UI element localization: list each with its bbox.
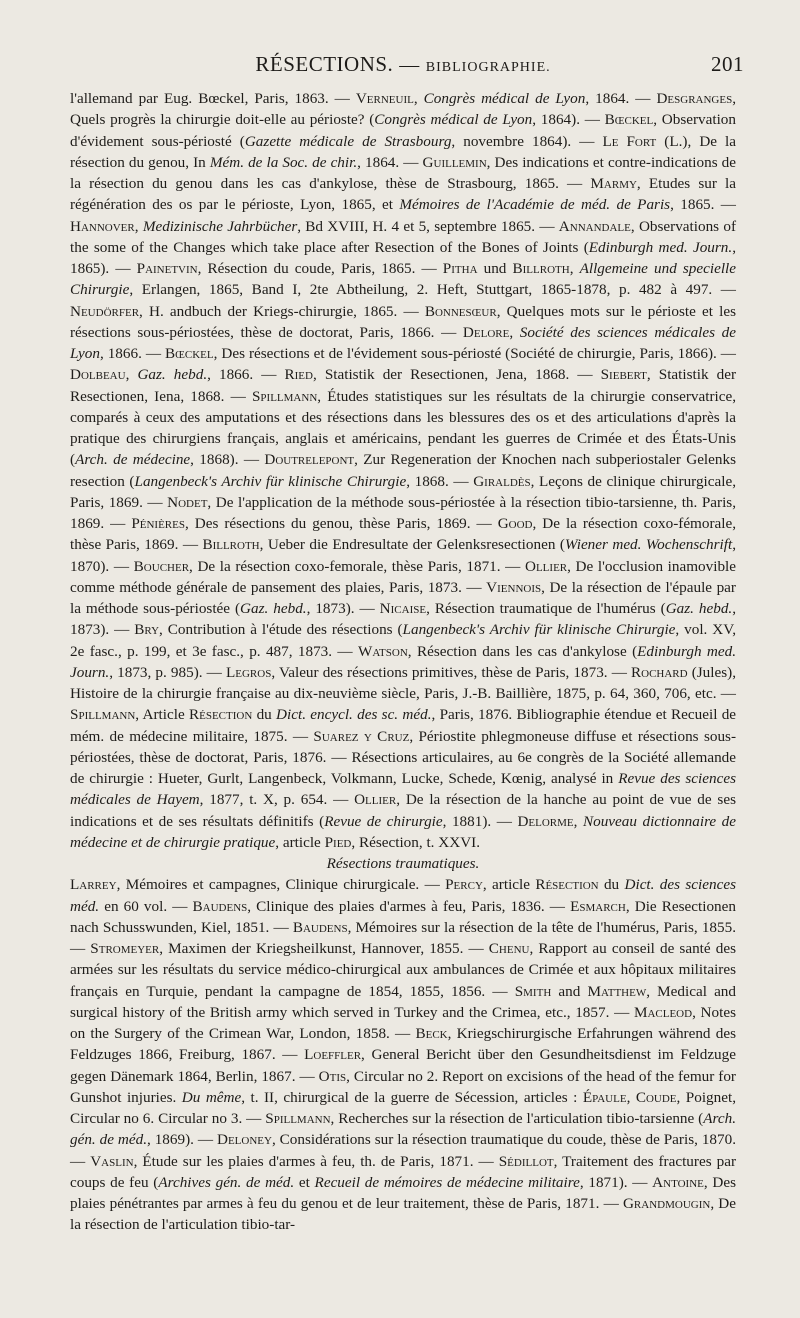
publication-title: Wiener med. Wochenschrift	[564, 536, 733, 554]
author-name: Delore	[462, 323, 510, 341]
author-name: Hannover	[70, 217, 135, 235]
author-name: Deloney	[216, 1131, 272, 1149]
publication-title: Dict. encycl. des sc. méd.	[276, 706, 432, 724]
publication-title: Allgemeine und specielle Chirurgie	[70, 260, 737, 299]
publication-title: Archives gén. de méd.	[158, 1173, 295, 1191]
bibliography-body	[70, 88, 736, 1236]
citation-text: , 1870). —	[70, 536, 737, 575]
citation-text: , Mémoires et campagnes, Clinique chirurgicale. —	[116, 876, 446, 894]
citation-text: , t. II, chirurgical de la guerre de Sécession, articles :	[241, 1088, 583, 1106]
author-name: Beck	[415, 1025, 448, 1042]
citation-text: , 1865). —	[70, 238, 736, 277]
citation-text: , Résection traumatique de l'humérus (	[426, 600, 666, 617]
publication-title: Revue de chirurgie	[324, 812, 443, 830]
author-name: Épaule	[582, 1088, 627, 1106]
citation-text: , 1866. —	[99, 345, 165, 362]
author-name: Matthew	[587, 982, 647, 1000]
citation-text: and	[551, 982, 588, 1000]
publication-title: Dict. des sciences méd.	[70, 876, 736, 915]
citation-text: , H. andbuch der Kriegs-chirurgie, 1865. —	[139, 302, 425, 320]
citation-text: ,	[569, 260, 580, 277]
author-name: Spillmann	[251, 387, 318, 405]
citation-text: , 1864). —	[532, 111, 605, 129]
running-head-title: RÉSECTIONS.	[255, 52, 394, 76]
author-name: Pénières	[131, 515, 185, 532]
publication-title: Arch. de médecine	[75, 451, 191, 469]
publication-title: Gazette médicale de Strasbourg	[244, 132, 452, 150]
citation-text: l'allemand par Eug. Bœckel, Paris, 1863. —	[70, 90, 356, 107]
publication-title: Langenbeck's Archiv für klinische Chirurgie	[134, 472, 407, 490]
citation-text: , Des plaies pénétrantes par armes à feu du genou et de leur traitement, thèse de Paris, 1871. —	[70, 1173, 736, 1212]
citation-text: , De la résection de l'épaule par la méthode sous-périostée (	[70, 578, 736, 617]
citation-text: , De la résection coxo-femorale, thèse Paris, 1871. —	[189, 557, 525, 575]
citation-text: , De la résection coxo-fémorale, thèse Paris, 1869. —	[70, 515, 737, 554]
author-name: Le Fort	[602, 132, 657, 150]
author-name: Verneuil	[355, 90, 414, 107]
citation-text: , novembre 1864). —	[451, 132, 603, 150]
author-name: Doutrelepont	[264, 451, 355, 469]
citation-text: , 1877, t. X, p. 654. —	[199, 791, 355, 809]
citation-text: , Périostite phlegmoneuse diffuse et résections sous-périostées, thèse de doctorat, Paris, 1876. — Résections articulaires, au 6e congrès de la Société allemande de chirurgie : Hueter, Gurlt, Langenbeck, Volkmann, Lucke, Schede, Kœnig, analysé in	[70, 727, 737, 787]
citation-text: , Etudes sur la régénération des os par le périoste, Lyon, 1865, et	[70, 175, 737, 214]
citation-text: , Article	[135, 706, 189, 724]
publication-title: Edinburgh med. Journ.	[70, 642, 737, 681]
author-name: Esmarch	[570, 897, 626, 915]
author-name: Larrey	[70, 876, 117, 894]
citation-text: , Étude sur les plaies d'armes à feu, th. de Paris, 1871. —	[133, 1152, 499, 1170]
author-name: Smith	[514, 982, 552, 1000]
author-name: Percy	[445, 876, 483, 894]
citation-text: , 1873). —	[70, 600, 737, 639]
author-name: Baudens	[192, 897, 248, 915]
citation-text: , 1868. —	[406, 472, 474, 490]
author-name: Vaslin	[90, 1152, 134, 1170]
publication-title: Arch. gén. de méd.	[70, 1110, 736, 1149]
citation-text: , General Bericht über den Gesundheitsdienst im Feldzuge gegen Dänemark 1864, Berlin, 1867. —	[70, 1046, 736, 1085]
citation-text: , Circular no 2. Report on excisions of the head of the femur for Gunshot injuries.	[70, 1067, 736, 1106]
author-name: Antoine	[652, 1173, 704, 1191]
author-name: Baudens	[292, 918, 348, 936]
citation-text: ,	[626, 1088, 636, 1106]
citation-text: , Clinique des plaies d'armes à feu, Paris, 1836. —	[247, 897, 571, 915]
author-name: Rochard	[631, 663, 688, 681]
citation-text: (L.), De la résection du genou, In	[70, 132, 737, 171]
citation-text: , Maximen der Kriegsheilkunst, Hannover, 1855. —	[159, 940, 489, 957]
running-head-separator: —	[399, 54, 420, 76]
citation-text: , 1866. —	[207, 366, 285, 384]
citation-text: , Bd XVIII, H. 4 et 5, septembre 1865. —	[297, 217, 559, 235]
publication-title: Langenbeck's Archiv für klinische Chirurgie	[402, 621, 676, 639]
citation-text: , 1869). —	[147, 1131, 217, 1149]
author-name: Boucher	[133, 557, 190, 575]
author-name: Bonnesœur	[424, 302, 497, 320]
citation-text: , Considérations sur la résection traumatique du coude, thèse de Paris, 1870. —	[70, 1131, 736, 1170]
author-name: Desgranges	[656, 90, 733, 107]
citation-text: , Traitement des fractures par coups de feu (	[70, 1152, 737, 1191]
author-name: Siebert	[600, 366, 647, 384]
citation-text: , De la résection de l'articulation tibio-tar-	[70, 1195, 736, 1234]
subheading-traumatic-resections: Résections traumatiques.	[326, 855, 480, 872]
author-name: Nicaise	[379, 600, 427, 617]
citation-text: , Observations of the some of the Changes which take place after Resection of the Bones of Joints (	[70, 217, 736, 256]
citation-text: , Zur Regeneration der Knochen nach subperiostaler Gelenks resection (	[70, 451, 736, 490]
publication-title: Du même	[181, 1088, 242, 1106]
author-name: Suarez y Cruz	[313, 727, 410, 745]
author-name: Viennois	[486, 578, 542, 596]
author-name: Bœckel	[164, 345, 214, 362]
publication-title: Mémoires de l'Académie de méd. de Paris	[399, 196, 671, 214]
citation-text: , 1873, p. 985). —	[109, 663, 226, 681]
citation-text: , Erlangen, 1865, Band I, 2te Abtheilung, 2. Heft, Stuttgart, 1865-1878, p. 482 à 497. —	[129, 281, 736, 299]
citation-text: , 1871). —	[579, 1173, 653, 1191]
citation-text: , Rapport au conseil de santé des armées sur les résultats du service médico-chirurgical aux ambulances de Crimée et aux hôpitaux militaires français en Turquie, pendant la campagne de 1854, 1855, 1856. —	[70, 940, 736, 1000]
author-name: Billroth	[202, 536, 260, 554]
author-name: Grandmougin	[622, 1195, 711, 1212]
citation-text: , De l'application de la méthode sous-périostée à la résection tibio-tarsienne, th. Paris, 1869. —	[70, 493, 737, 532]
citation-text: , article	[275, 833, 325, 851]
publication-title: Gaz. hebd.	[137, 366, 208, 384]
citation-text: , Poignet, Circular no 6. Circular no 3. —	[70, 1088, 737, 1127]
citation-text: et	[294, 1173, 315, 1191]
publication-title: Société des sciences médicales de Lyon	[70, 323, 737, 362]
citation-text: , 1881). —	[442, 812, 518, 830]
citation-text: ,	[413, 90, 424, 107]
publication-title: Edinburgh med. Journ.	[588, 238, 733, 256]
publication-title: Mém. de la Soc. de chir.	[209, 153, 358, 171]
publication-title: Revue des sciences médicales de Hayem	[70, 770, 736, 809]
citation-text: , Recherches sur la résection de l'articulation tibio-tarsienne (	[330, 1110, 704, 1127]
citation-text: , Notes on the Surgery of the Crimean War, London, 1858. —	[70, 1003, 736, 1042]
citation-text: , Kriegschirurgische Erfahrungen während des Feldzuges 1866, Freiburg, 1867. —	[70, 1025, 736, 1064]
author-name: Dolbeau	[70, 366, 126, 384]
publication-title: Congrès médical de Lyon	[423, 90, 586, 107]
running-head	[70, 52, 744, 88]
author-name: Annandale	[558, 217, 631, 235]
citation-text: , Valeur des résections primitives, thèse de Paris, 1873. —	[271, 663, 631, 681]
citation-text: ,	[134, 217, 143, 235]
bibliography-paragraph-traumatic	[70, 874, 736, 1235]
citation-text: , Statistik der Resectionen, Iena, 1868. —	[70, 366, 737, 405]
citation-text: , Leçons de clinique chirurgicale, Paris, 1869. —	[70, 472, 737, 511]
citation-text: ,	[509, 323, 520, 341]
citation-text: , 1873). —	[306, 600, 380, 617]
author-name: Marmy	[590, 175, 637, 192]
author-name: Ollier	[354, 791, 397, 809]
author-name: Watson	[358, 642, 408, 660]
author-name: Coude	[635, 1088, 677, 1106]
citation-text: , Résection dans les cas d'ankylose (	[407, 642, 638, 660]
citation-text: , Des résections du genou, thèse Paris, 1869. —	[184, 515, 498, 532]
author-name: Guillemin	[422, 153, 487, 171]
citation-text: , Contribution à l'étude des résections (	[159, 621, 403, 639]
author-name: Bœckel	[604, 111, 654, 129]
citation-text: , 1865. —	[670, 196, 736, 214]
author-name: Sédillot	[498, 1152, 554, 1170]
running-head-section: BIBLIOGRAPHIE.	[425, 60, 551, 75]
citation-text: , 1864. —	[357, 153, 423, 171]
citation-text: , Mémoires sur la résection de la tête de l'humérus, Paris, 1855. —	[70, 918, 736, 957]
author-name: Macleod	[633, 1003, 693, 1021]
citation-text: ,	[125, 366, 138, 384]
citation-text: , Observation d'évidement sous-périosté (	[70, 111, 736, 150]
author-name: Delorme	[517, 812, 574, 830]
author-name: Pied	[324, 833, 352, 851]
citation-text: , Die Resectionen nach Schusswunden, Kiel, 1851. —	[70, 897, 736, 936]
citation-text: , Des indications et contre-indications de la résection du genou dans les cas d'ankylose, thèse de Strasbourg, 1865. —	[70, 153, 737, 192]
author-name: Good	[497, 515, 533, 532]
citation-text: , 1868). —	[190, 451, 265, 469]
publication-title: Recueil de mémoires de médecine militaire	[314, 1173, 580, 1191]
publication-title: Gaz. hebd.	[665, 600, 733, 617]
author-name: Nodet	[167, 493, 208, 511]
citation-text: du	[598, 876, 625, 894]
citation-text: , Medical and surgical history of the British army which served in Turkey and the Crimea, etc., 1857. —	[70, 982, 736, 1021]
citation-text: , Des résections et de l'évidement sous-périosté (Société de chirurgie, Paris, 1866). —	[213, 345, 736, 362]
citation-text: , vol. XV, 2e fasc., p. 199, et 3e fasc., p. 487, 1873. —	[70, 621, 737, 660]
author-name: Painetvin	[136, 260, 198, 277]
author-name: Neudörfer	[70, 302, 140, 320]
citation-text: und	[477, 260, 513, 277]
author-name: Legros	[225, 663, 272, 681]
publication-title: Congrès médical de Lyon	[374, 111, 533, 129]
author-name: Résection	[188, 706, 253, 724]
author-name: Ollier	[525, 557, 568, 575]
author-name: Résection	[535, 876, 599, 894]
author-name: Billroth	[512, 260, 570, 277]
author-name: Ried	[284, 366, 313, 384]
author-name: Pitha	[442, 260, 478, 277]
citation-text: , Statistik der Resectionen, Jena, 1868. —	[312, 366, 601, 384]
citation-text: , Quelques mots sur le périoste et les résections sous-périostées, thèse de doctorat, Paris, 1866. —	[70, 302, 736, 341]
author-name: Spillmann	[70, 706, 136, 724]
bibliography-paragraph-general	[70, 88, 736, 853]
publication-title: Gaz. hebd.	[240, 600, 307, 617]
author-name: Bry	[134, 621, 160, 639]
citation-text: , Résection, t. XXVI.	[351, 833, 481, 851]
citation-text: , Paris, 1876. Bibliographie étendue et Recueil de mém. de médecine militaire, 1875. —	[70, 706, 737, 745]
citation-text: (Jules), Histoire de la chirurgie française au dix-neuvième siècle, Paris, J.-B. Baillière, 1875, p. 64, 360, 706, etc. —	[70, 663, 736, 702]
publication-title: Medizinische Jahrbücher	[142, 217, 298, 235]
citation-text: , De la résection de la hanche au point de vue de ses indications et de ses résultats définitifs (	[70, 791, 736, 830]
author-name: Otis	[318, 1067, 347, 1085]
citation-text: , Études statistiques sur les résultats de la chirurgie conservatrice, comparés à ceux des amputations et des résections dans les blessures des os et des articulations d'après la pratique des chirurgiens français, anglais et américains, pendant les guerres de Crimée et des États-Unis (	[70, 387, 737, 469]
citation-text: , De l'occlusion inamovible comme méthode générale de pansement des plaies, Paris, 1873. —	[70, 557, 737, 596]
author-name: Loeffler	[304, 1046, 362, 1064]
citation-text: , Quels progrès la chirurgie doit-elle au périoste? (	[70, 90, 737, 129]
author-name: Stromeyer	[90, 940, 160, 957]
citation-text: , Ueber die Endresultate der Gelenksresectionen (	[259, 536, 565, 554]
author-name: Giraldès	[473, 472, 531, 490]
author-name: Chenu	[488, 940, 530, 957]
citation-text: en 60 vol. —	[99, 897, 193, 915]
page-number: 201	[711, 52, 744, 76]
citation-text: du	[252, 706, 277, 724]
citation-text: , 1864. —	[585, 90, 657, 107]
author-name: Spillmann	[265, 1110, 331, 1127]
citation-text: , article	[482, 876, 536, 894]
citation-text: ,	[573, 812, 583, 830]
citation-text: , Résection du coude, Paris, 1865. —	[197, 260, 443, 277]
publication-title: Nouveau dictionnaire de médecine et de chirurgie pratique	[70, 812, 737, 851]
